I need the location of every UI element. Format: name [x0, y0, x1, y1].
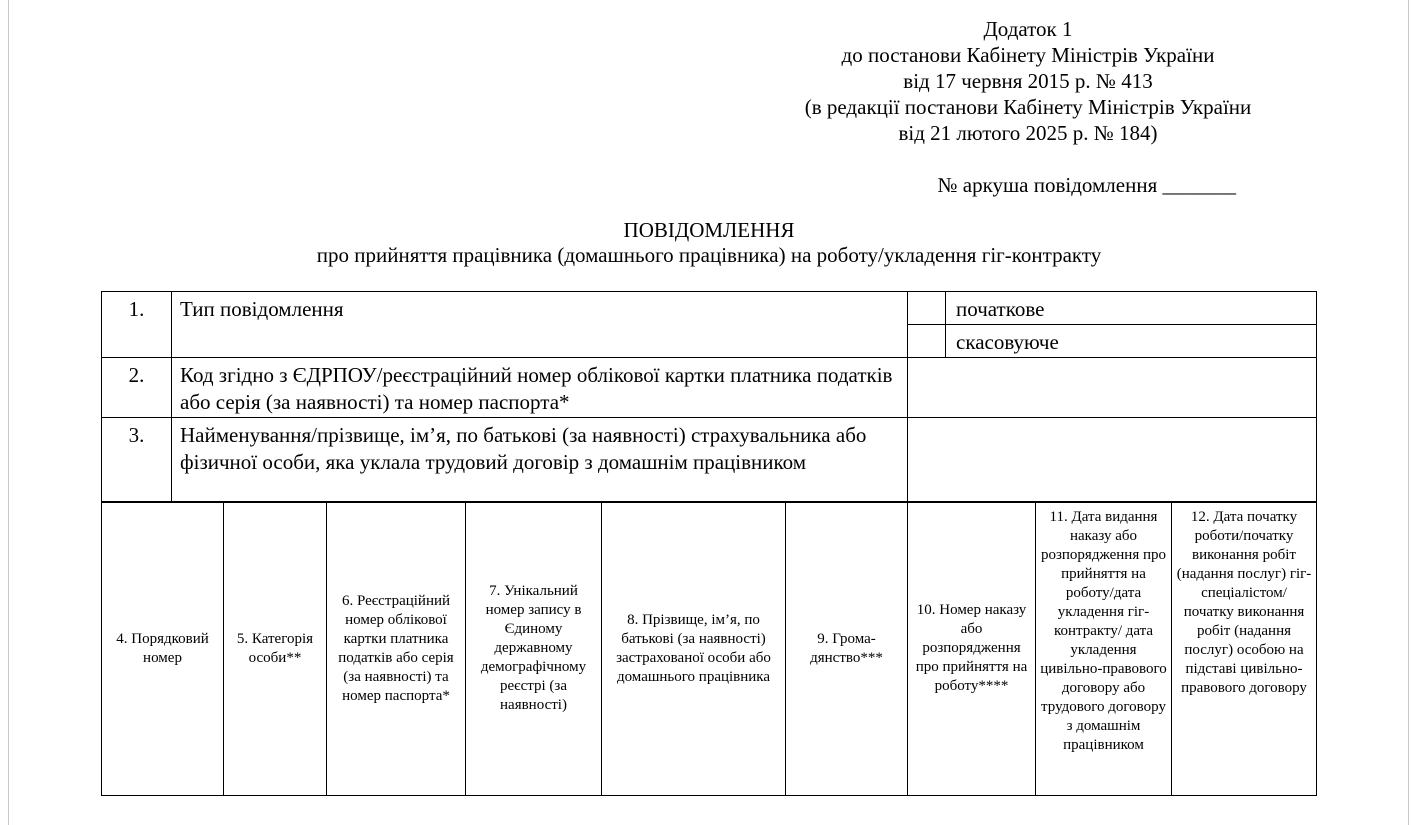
page-left-edge — [8, 0, 9, 825]
row-number: 3. — [102, 418, 172, 503]
document-title — [0, 218, 1411, 268]
column-header-order-id: 10. Номер наказу або розпорядження про прийняття на роботу**** — [908, 502, 1036, 796]
column-header-category: 5. Категорія особи** — [224, 502, 327, 796]
column-header-tax-id: 6. Реєстраційний номер облікової картки платника податків або серія (за наявності) та номер паспорта* — [327, 502, 466, 796]
notice-type-label: Тип повідомлення — [172, 292, 908, 358]
column-header-unique-record: 7. Унікальний номер запису в Єдиному державному демографічному реєстрі (за наявності) — [466, 502, 602, 796]
option-initial-label: початкове — [946, 292, 1317, 325]
appendix-header — [760, 16, 1296, 146]
title-sub: про прийняття працівника (домашнього працівника) на роботу/укладення гіг-контракту — [316, 243, 1102, 267]
appendix-line-5: від 21 лютого 2025 р. № 184) — [898, 121, 1158, 145]
code-value-field[interactable] — [908, 358, 1317, 418]
employee-columns-table — [101, 501, 1317, 796]
title-main: ПОВІДОМЛЕННЯ — [623, 218, 795, 242]
column-header-full-name: 8. Прізвище, ім’я, по батькові (за наявності) застрахованої особи або домашнього працівника — [602, 502, 786, 796]
column-header-citizenship: 9. Грома-дянство*** — [786, 502, 908, 796]
column-header-order-date: 11. Дата видання наказу або розпорядження про прийняття на роботу/дата укладення гіг-контракту/ дата укладення цивільно-правового договору або трудового договору з домашнім працівником — [1036, 502, 1172, 796]
page-right-edge — [1408, 0, 1409, 825]
appendix-line-1: Додаток 1 — [983, 17, 1073, 41]
row-number: 1. — [102, 292, 172, 358]
insurer-name-field[interactable] — [908, 418, 1317, 503]
appendix-line-2: до постанови Кабінету Міністрів України — [841, 43, 1215, 67]
appendix-line-4: (в редакції постанови Кабінету Міністрів України — [804, 95, 1252, 119]
code-label: Код згідно з ЄДРПОУ/реєстраційний номер облікової картки платника податків або серія (за наявності) та номер паспорта* — [172, 358, 908, 418]
cancel-checkbox[interactable] — [908, 325, 946, 358]
initial-checkbox[interactable] — [908, 292, 946, 325]
column-header-order-number: 4. Порядковий номер — [102, 502, 224, 796]
insurer-name-label: Найменування/прізвище, ім’я, по батькові (за наявності) страхувальника або фізичної особи, яка уклала трудовий договір з домашнім працівником — [172, 418, 908, 503]
option-cancel-label: скасовуюче — [946, 325, 1317, 358]
row-number: 2. — [102, 358, 172, 418]
notice-header-table — [101, 291, 1317, 503]
sheet-number-field[interactable]: № аркуша повідомлення _______ — [937, 173, 1236, 197]
appendix-line-3: від 17 червня 2015 р. № 413 — [903, 69, 1153, 93]
column-header-start-date: 12. Дата початку роботи/початку виконання робіт (надання послуг) гіг-спеціалістом/ початку виконання робіт (надання послуг) особою на підставі цивільно-правового договору — [1172, 502, 1317, 796]
